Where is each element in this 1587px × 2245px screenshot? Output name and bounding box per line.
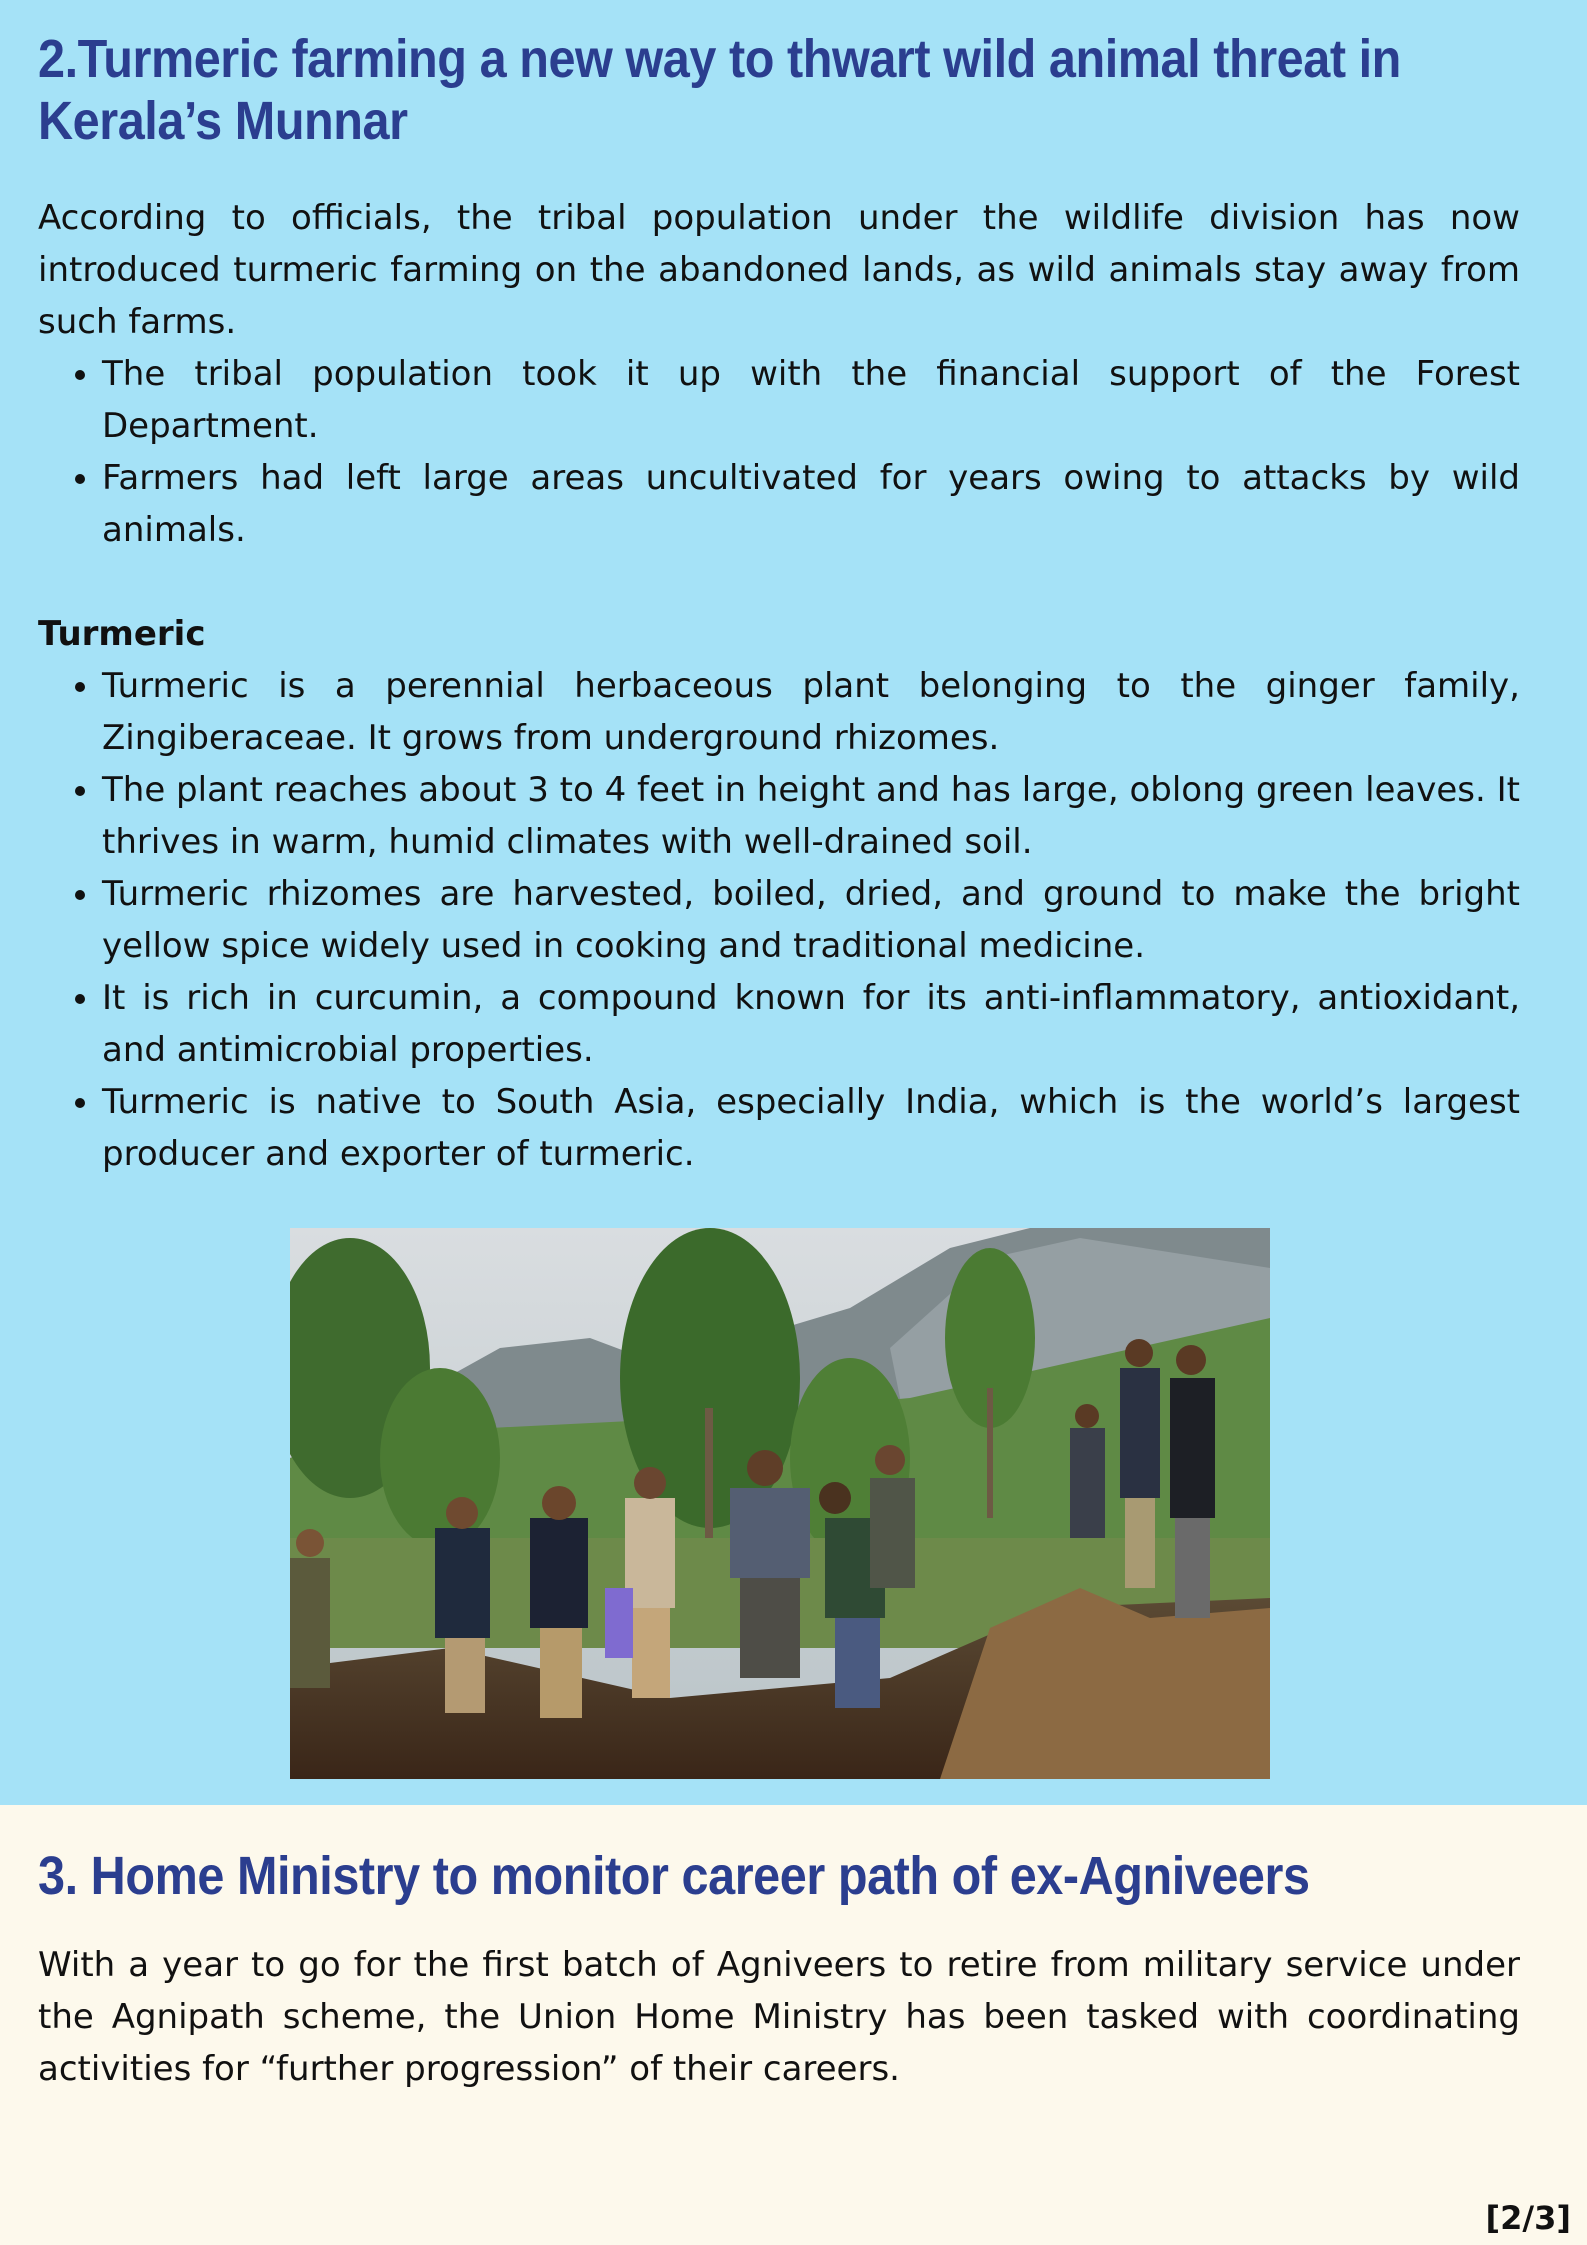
section-2-intro [38, 192, 1520, 556]
turmeric-facts [38, 608, 1520, 1180]
list-item: • Turmeric rhizomes are harvested, boiled, dried, and ground to make the bright yellow spice widely used in cooking and traditional medicine. [102, 868, 1520, 972]
tree [380, 1368, 500, 1548]
tree-trunk [987, 1388, 993, 1518]
list-item: • The plant reaches about 3 to 4 feet in height and has large, oblong green leaves. It thrives in warm, humid climates with well-drained soil. [102, 764, 1520, 868]
photo-illustration [290, 1228, 1270, 1779]
turmeric-planting-photo [290, 1228, 1270, 1779]
list-item: • Farmers had left large areas uncultivated for years owing to attacks by wild animals. [102, 452, 1520, 556]
intro-paragraph: According to officials, the tribal population under the wildlife division has now introduced turmeric farming on the abandoned lands, as wild animals stay away from such farms. [38, 198, 1520, 342]
list-item: • Turmeric is a perennial herbaceous plant belonging to the ginger family, Zingiberaceae. It grows from underground rhizomes. [102, 660, 1520, 764]
agniveer-paragraph: With a year to go for the first batch of Agniveers to retire from military service under the Agnipath scheme, the Union Home Ministry has been tasked with coordinating activities for “further progression” of their careers. [38, 1945, 1520, 2089]
intro-bullet-list [38, 348, 1520, 556]
section-3-body [38, 1939, 1520, 2095]
turmeric-bullet-list [38, 660, 1520, 1180]
section-2-title: 2.Turmeric farming a new way to thwart wild animal threat in Kerala’s Munnar [38, 29, 1401, 151]
section-3-title: 3. Home Ministry to monitor career path of ex-Agniveers [38, 1846, 1310, 1906]
tree-trunk [705, 1408, 713, 1558]
list-item: • The tribal population took it up with the financial support of the Forest Department. [102, 348, 1520, 452]
list-item: • It is rich in curcumin, a compound known for its anti-inflammatory, antioxidant, and antimicrobial properties. [102, 972, 1520, 1076]
list-item: • Turmeric is native to South Asia, especially India, which is the world’s largest producer and exporter of turmeric. [102, 1076, 1520, 1180]
turmeric-heading: Turmeric [38, 614, 206, 654]
page-number: [2/3] [1485, 2199, 1571, 2237]
